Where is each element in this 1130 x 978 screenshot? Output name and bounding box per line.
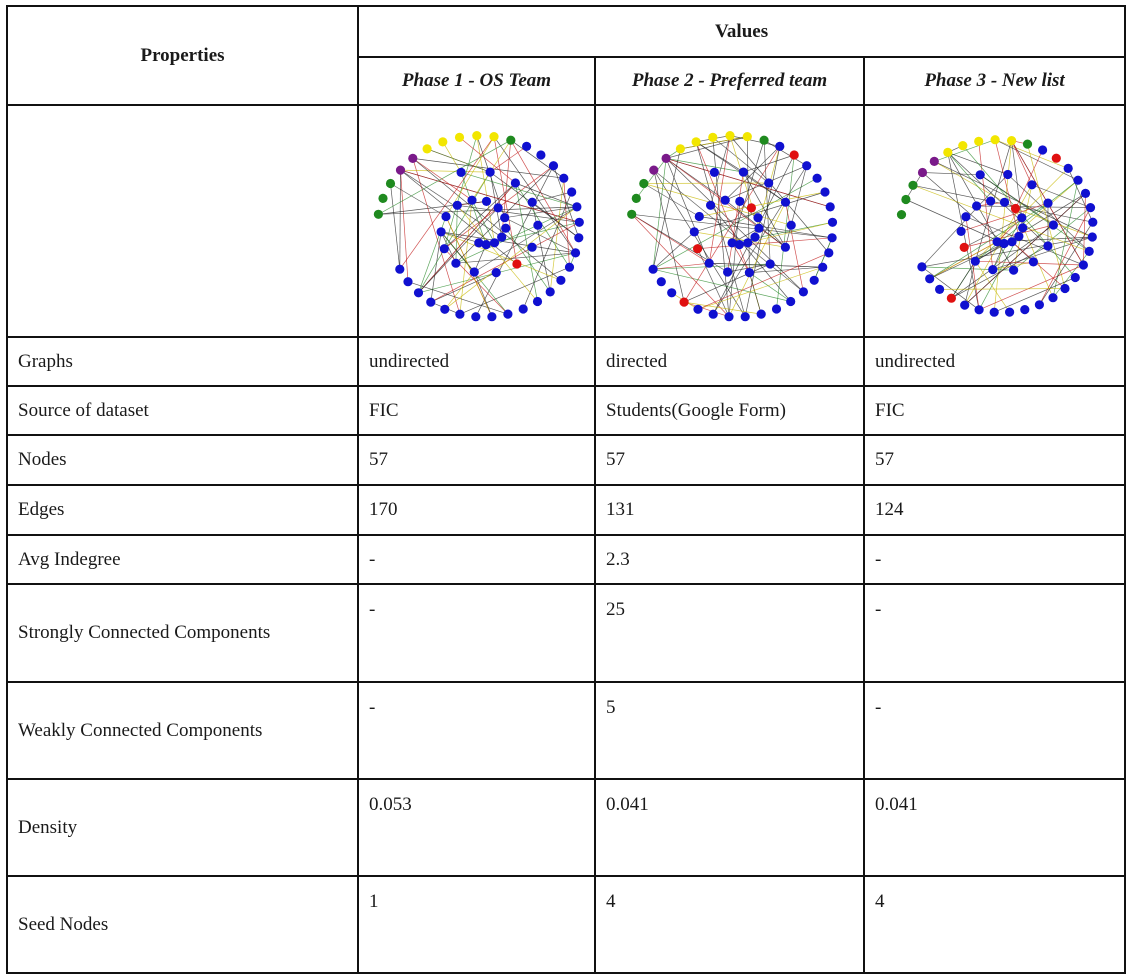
graph-node (1060, 284, 1069, 293)
graph-node (506, 136, 515, 145)
graph-node (756, 310, 765, 319)
graph-node (1010, 204, 1019, 213)
graph-node (487, 312, 496, 321)
graph-node (706, 201, 715, 210)
cell-density-phase-2: 0.041 (595, 779, 864, 876)
graph-node (1018, 223, 1027, 232)
graph-node (780, 243, 789, 252)
graph-node (975, 170, 984, 179)
graph-node (1085, 203, 1094, 212)
graph-node (408, 154, 417, 163)
graph-node (436, 227, 445, 236)
graph-node (570, 248, 579, 257)
row-label-source: Source of dataset (7, 386, 358, 435)
graph-node (771, 304, 780, 313)
graph-node (1070, 273, 1079, 282)
graph-edge (994, 278, 1075, 313)
phase-2-header: Phase 2 - Preferred team (595, 57, 864, 105)
graph-image-phase-3 (864, 105, 1125, 337)
graph-node (802, 161, 811, 170)
graph-node (1005, 308, 1014, 317)
graph-edge (400, 170, 408, 282)
graph-node (385, 179, 394, 188)
graph-edge (631, 214, 709, 263)
graph-node (1007, 237, 1016, 246)
graph-edge (400, 170, 490, 172)
graph-node (1063, 164, 1072, 173)
cell-graphs-phase-2: directed (595, 337, 864, 386)
graph-node (691, 137, 700, 146)
graph-node (1038, 145, 1047, 154)
cell-graphs-phase-3: undirected (864, 337, 1125, 386)
graph-node (527, 243, 536, 252)
graph-node (744, 268, 753, 277)
graph-node (545, 287, 554, 296)
graph-node (574, 233, 583, 242)
graph-node (999, 198, 1008, 207)
graph-node (825, 202, 834, 211)
graph-node (454, 133, 463, 142)
values-header: Values (358, 6, 1125, 57)
phase-3-header: Phase 3 - New list (864, 57, 1125, 105)
graph-node (639, 179, 648, 188)
graph-node (1028, 257, 1037, 266)
graph-node (491, 268, 500, 277)
graph-node (901, 195, 910, 204)
graph-edge (939, 289, 1064, 290)
graph-node (467, 196, 476, 205)
graph-edge (442, 142, 460, 173)
graph-node (809, 276, 818, 285)
graph-node (510, 178, 519, 187)
graph-node (765, 259, 774, 268)
graph-node (474, 238, 483, 247)
graph-node (974, 305, 983, 314)
graph-edge (390, 184, 399, 270)
graph-node (972, 201, 981, 210)
cell-scc-phase-2: 25 (595, 584, 864, 682)
graph-edge (755, 146, 780, 237)
graph-edge (745, 146, 780, 316)
graph-node (548, 161, 557, 170)
graph-node (689, 227, 698, 236)
graph-node (709, 168, 718, 177)
graph-node (1078, 260, 1087, 269)
graph-node (786, 221, 795, 230)
graph-node (956, 227, 965, 236)
cell-edges-phase-3: 124 (864, 485, 1125, 535)
graph-node (917, 168, 926, 177)
cell-source-phase-2: Students(Google Form) (595, 386, 864, 435)
row-label-avg-indegree: Avg Indegree (7, 535, 358, 584)
graph-node (725, 131, 734, 140)
graph-edge (631, 214, 831, 238)
cell-seed-nodes-phase-3: 4 (864, 876, 1125, 973)
graph-node (740, 312, 749, 321)
graph-node (1073, 176, 1082, 185)
graph-edge (749, 273, 761, 315)
graph-node (493, 203, 502, 212)
graph-node (532, 297, 541, 306)
graph-node (798, 287, 807, 296)
graph-node (960, 301, 969, 310)
graph-node (988, 265, 997, 274)
graph-node (564, 263, 573, 272)
network-graph-phase-3 (880, 121, 1110, 321)
graph-node (679, 298, 688, 307)
graph-node (1020, 305, 1029, 314)
graph-edge (408, 282, 508, 314)
graph-node (395, 265, 404, 274)
graph-edge (444, 272, 474, 309)
graph-node (512, 259, 521, 268)
graph-node (559, 174, 568, 183)
graph-node (518, 304, 527, 313)
graph-node (1043, 241, 1052, 250)
properties-header: Properties (7, 6, 358, 105)
graph-node (472, 131, 481, 140)
cell-edges-phase-2: 131 (595, 485, 864, 535)
graph-edge (636, 158, 666, 198)
graph-node (452, 201, 461, 210)
cell-edges-phase-1: 170 (358, 485, 595, 535)
graph-node (824, 248, 833, 257)
graph-node (533, 221, 542, 230)
cell-wcc-phase-2: 5 (595, 682, 864, 779)
graph-edge (653, 232, 694, 269)
graph-node (456, 168, 465, 177)
row-label-nodes: Nodes (7, 435, 358, 485)
graph-edge (698, 253, 829, 309)
graph-node (1022, 140, 1031, 149)
graph-node (789, 150, 798, 159)
cell-scc-phase-1: - (358, 584, 595, 682)
graph-node (786, 297, 795, 306)
graph-node (527, 198, 536, 207)
graph-edge (976, 206, 1090, 208)
graph-node (1007, 136, 1016, 145)
graph-node (648, 265, 657, 274)
graph-node (946, 294, 955, 303)
graph-edge (922, 173, 980, 175)
graph-node (1048, 220, 1057, 229)
graph-node (1027, 180, 1036, 189)
graph-node (489, 132, 498, 141)
phase-1-header: Phase 1 - OS Team (358, 57, 595, 105)
network-graph-phase-2 (612, 116, 848, 326)
graph-node (992, 237, 1001, 246)
graph-node (917, 262, 926, 271)
graph-node (704, 259, 713, 268)
cell-nodes-phase-2: 57 (595, 435, 864, 485)
graph-node (1080, 189, 1089, 198)
graph-edge (921, 267, 978, 310)
graph-node (929, 157, 938, 166)
graph-node (667, 288, 676, 297)
graph-node (403, 277, 412, 286)
graph-node (572, 202, 581, 211)
graph-image-phase-2 (595, 105, 864, 337)
graph-node (759, 136, 768, 145)
graph-node (958, 141, 967, 150)
graph-node (627, 210, 636, 219)
cell-density-phase-3: 0.041 (864, 779, 1125, 876)
graph-node (471, 312, 480, 321)
graph-node (1088, 218, 1097, 227)
graph-node (661, 154, 670, 163)
graph-edge (712, 137, 768, 183)
graph-node (827, 218, 836, 227)
cell-avg-indegree-phase-2: 2.3 (595, 535, 864, 584)
graph-node (441, 212, 450, 221)
graph-node (1017, 213, 1026, 222)
graph-node (970, 257, 979, 266)
cell-density-phase-1: 0.053 (358, 779, 595, 876)
graph-node (720, 196, 729, 205)
graph-node (753, 213, 762, 222)
graph-node (812, 174, 821, 183)
graph-node (735, 197, 744, 206)
graph-node (451, 259, 460, 268)
graph-edge (727, 172, 743, 272)
graph-node (723, 267, 732, 276)
graph-edge (814, 238, 832, 280)
graph-node (438, 137, 447, 146)
graph-image-label-cell (7, 105, 358, 337)
graph-node (1084, 247, 1093, 256)
cell-seed-nodes-phase-2: 4 (595, 876, 864, 973)
cell-avg-indegree-phase-1: - (358, 535, 595, 584)
graph-node (481, 197, 490, 206)
graph-node (708, 310, 717, 319)
row-label-scc: Strongly Connected Components (7, 584, 358, 682)
graph-node (743, 238, 752, 247)
graph-node (1009, 266, 1018, 275)
graph-node (693, 244, 702, 253)
graph-node (827, 233, 836, 242)
graph-node (489, 238, 498, 247)
graph-edge (399, 170, 400, 269)
graph-node (986, 197, 995, 206)
graph-node (1043, 199, 1052, 208)
graph-node (426, 298, 435, 307)
row-label-edges: Edges (7, 485, 358, 535)
graph-node (455, 310, 464, 319)
graph-node (775, 142, 784, 151)
graph-node (373, 210, 382, 219)
row-label-graphs: Graphs (7, 337, 358, 386)
graph-node (395, 166, 404, 175)
graph-node (925, 274, 934, 283)
graph-node (1048, 293, 1057, 302)
graph-node (500, 213, 509, 222)
graph-node (961, 212, 970, 221)
graph-node (724, 312, 733, 321)
graph-node (908, 181, 917, 190)
cell-wcc-phase-3: - (864, 682, 1125, 779)
graph-node (754, 224, 763, 233)
cell-nodes-phase-1: 57 (358, 435, 595, 485)
graph-node (656, 277, 665, 286)
cell-nodes-phase-3: 57 (864, 435, 1125, 485)
graph-node (742, 132, 751, 141)
graph-node (943, 148, 952, 157)
graph-node (750, 233, 759, 242)
cell-avg-indegree-phase-3: - (864, 535, 1125, 584)
row-label-wcc: Weakly Connected Components (7, 682, 358, 779)
graph-node (631, 194, 640, 203)
graph-node (746, 203, 755, 212)
graph-node (536, 150, 545, 159)
graph-edge (455, 207, 576, 263)
cell-scc-phase-3: - (864, 584, 1125, 682)
graph-node (974, 137, 983, 146)
graph-node (989, 308, 998, 317)
graph-node (708, 133, 717, 142)
graph-node (522, 142, 531, 151)
graph-node (896, 210, 905, 219)
graph-edge (730, 136, 759, 229)
graph-node (820, 187, 829, 196)
cell-seed-nodes-phase-1: 1 (358, 876, 595, 973)
graph-node (440, 305, 449, 314)
graph-node (1003, 170, 1012, 179)
graph-node (780, 198, 789, 207)
graph-node (413, 288, 422, 297)
graph-node (1051, 154, 1060, 163)
graph-node (422, 144, 431, 153)
graph-node (501, 224, 510, 233)
graph-image-phase-1 (358, 105, 595, 337)
graph-node (959, 243, 968, 252)
graph-node (990, 135, 999, 144)
graph-node (935, 285, 944, 294)
graph-node (497, 233, 506, 242)
graph-node (485, 168, 494, 177)
graph-node (675, 144, 684, 153)
cell-wcc-phase-1: - (358, 682, 595, 779)
network-graph-phase-1 (366, 116, 588, 326)
graph-node (727, 238, 736, 247)
graph-node (556, 276, 565, 285)
graph-edge (418, 172, 490, 293)
properties-table (6, 5, 1126, 974)
graph-node (574, 218, 583, 227)
graph-node (503, 310, 512, 319)
row-label-seed-nodes: Seed Nodes (7, 876, 358, 973)
cell-source-phase-3: FIC (864, 386, 1125, 435)
graph-node (567, 187, 576, 196)
cell-source-phase-1: FIC (358, 386, 595, 435)
cell-graphs-phase-1: undirected (358, 337, 595, 386)
row-label-density: Density (7, 779, 358, 876)
graph-node (1034, 300, 1043, 309)
graph-node (764, 178, 773, 187)
graph-node (693, 305, 702, 314)
graph-node (439, 244, 448, 253)
graph-node (694, 212, 703, 221)
graph-node (818, 263, 827, 272)
graph-node (649, 166, 658, 175)
graph-node (1087, 232, 1096, 241)
graph-edge (921, 267, 992, 270)
graph-node (378, 194, 387, 203)
graph-node (469, 267, 478, 276)
graph-node (738, 168, 747, 177)
